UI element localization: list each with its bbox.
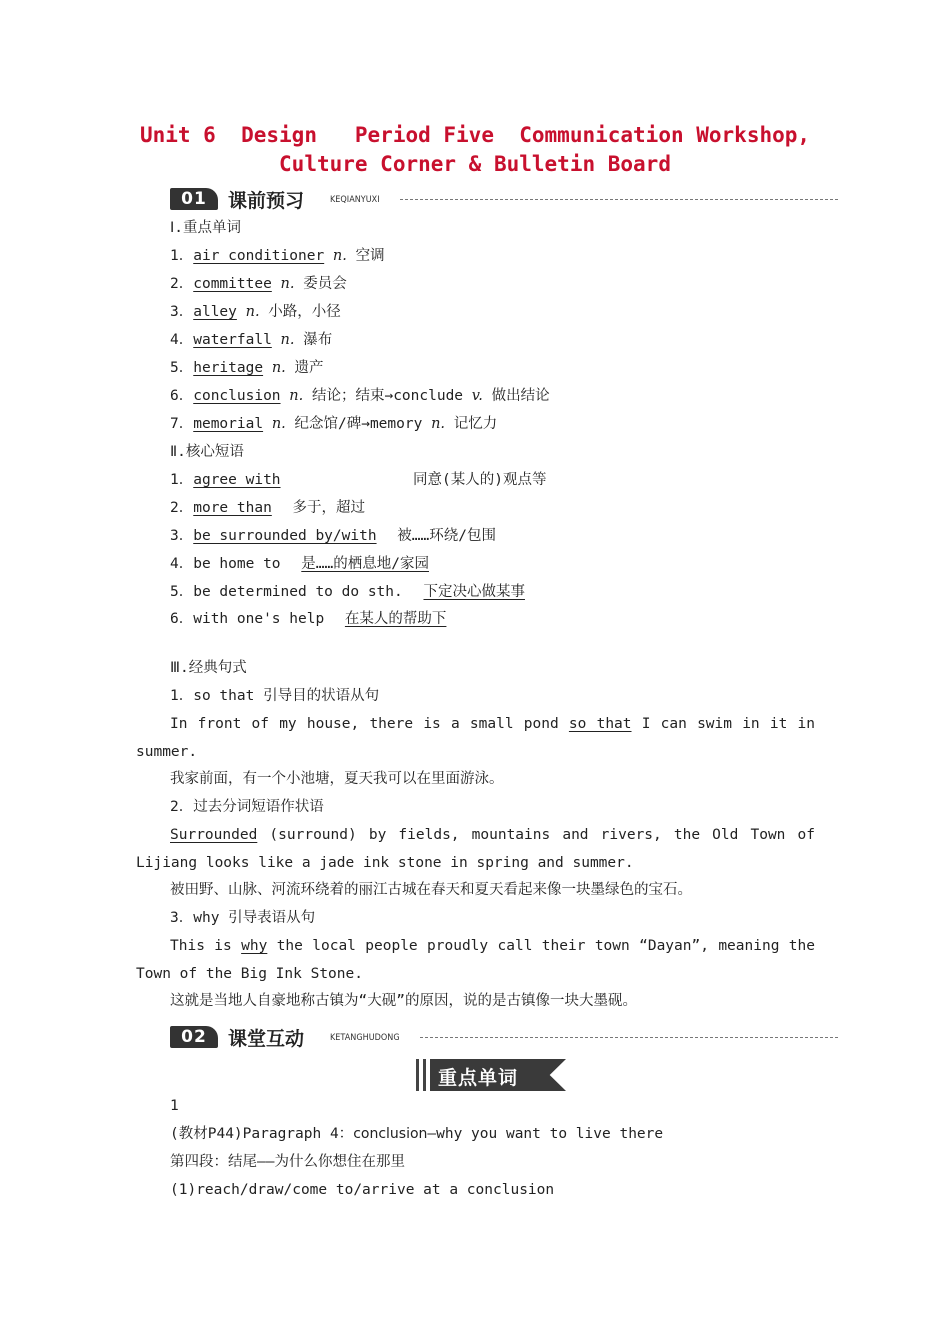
phrase-item: 3．be surrounded by/with 被……环绕/包围 — [170, 528, 496, 544]
page-title: Unit 6 Design Period Five Communication Workshop, — [139, 123, 811, 147]
banner-divider — [420, 1037, 838, 1038]
example-sentence: Surrounded (surround) by fields, mountains and rivers, the Old Town of — [170, 827, 815, 843]
section-banner-preview — [170, 186, 838, 212]
phrase-meaning: 同意(某人的)观点等 — [413, 472, 547, 488]
key-words-tag — [416, 1059, 566, 1091]
phrase-item: 4．be home to 是……的栖息地/家园 — [170, 556, 429, 572]
banner-number: 02 — [170, 1026, 218, 1048]
example-sentence: In front of my house, there is a small pond so that I can swim in it in — [170, 716, 815, 732]
banner-label: 课堂互动 — [228, 1028, 305, 1050]
section-heading: Ⅰ.重点单词 — [170, 220, 242, 236]
textbook-reference: (教材P44)Paragraph 4：conclusion—why you want to live there — [170, 1126, 664, 1142]
phrase-item: 6．with one's help 在某人的帮助下 — [170, 611, 447, 627]
pattern-heading: 3．why 引导表语从句 — [170, 910, 316, 926]
phrase-item: 1．agree with — [170, 472, 281, 488]
section-banner-classroom — [170, 1024, 838, 1050]
vocab-item: 3．alley n. 小路，小径 — [170, 304, 341, 320]
example-sentence-cont: Town of the Big Ink Stone. — [136, 966, 363, 982]
banner-pinyin: KETANGHUDONG — [330, 1033, 400, 1043]
pattern-heading: 1．so that 引导目的状语从句 — [170, 688, 380, 704]
usage-item: (1)reach/draw/come to/arrive at a conclusion — [170, 1182, 555, 1198]
example-translation: 被田野、山脉、河流环绕着的丽江古城在春天和夏天看起来像一块墨绿色的宝石。 — [170, 882, 692, 898]
vocab-item: 1．air conditioner n. 空调 — [170, 248, 385, 264]
banner-divider — [400, 199, 838, 200]
vocab-item: 7．memorial n. 纪念馆/碑→memory n. 记忆力 — [170, 416, 498, 432]
pattern-heading: 2．过去分词短语作状语 — [170, 799, 324, 815]
vocab-item: 2．committee n. 委员会 — [170, 276, 347, 292]
example-translation: 我家前面，有一个小池塘，夏天我可以在里面游泳。 — [170, 771, 504, 787]
phrase-item: 5．be determined to do sth. 下定决心做某事 — [170, 584, 525, 600]
section-heading: Ⅱ.核心短语 — [170, 444, 244, 460]
phrase-item: 2．more than 多于，超过 — [170, 500, 366, 516]
key-words-tag-label: 重点单词 — [438, 1067, 519, 1089]
vocab-item: 5．heritage n. 遗产 — [170, 360, 324, 376]
example-sentence: This is why the local people proudly call their town “Dayan”, meaning the — [170, 938, 815, 954]
vocab-item: 6．conclusion n. 结论；结束→conclude v. 做出结论 — [170, 388, 550, 404]
vocab-item: 4．waterfall n. 瀑布 — [170, 332, 333, 348]
example-translation: 这就是当地人自豪地称古镇为“大砚”的原因，说的是古镇像一块大墨砚。 — [170, 993, 637, 1009]
example-sentence-cont: summer. — [136, 744, 198, 760]
banner-pinyin: KEQIANYUXI — [330, 195, 380, 205]
page-subtitle: Culture Corner & Bulletin Board — [279, 152, 671, 176]
textbook-translation: 第四段：结尾——为什么你想住在那里 — [170, 1154, 405, 1170]
banner-label: 课前预习 — [228, 190, 305, 212]
section-heading: Ⅲ.经典句式 — [170, 660, 247, 676]
example-sentence-cont: Lijiang looks like a jade ink stone in spring and summer. — [136, 855, 634, 871]
item-number: 1 — [170, 1098, 179, 1114]
banner-number: 01 — [170, 188, 218, 210]
